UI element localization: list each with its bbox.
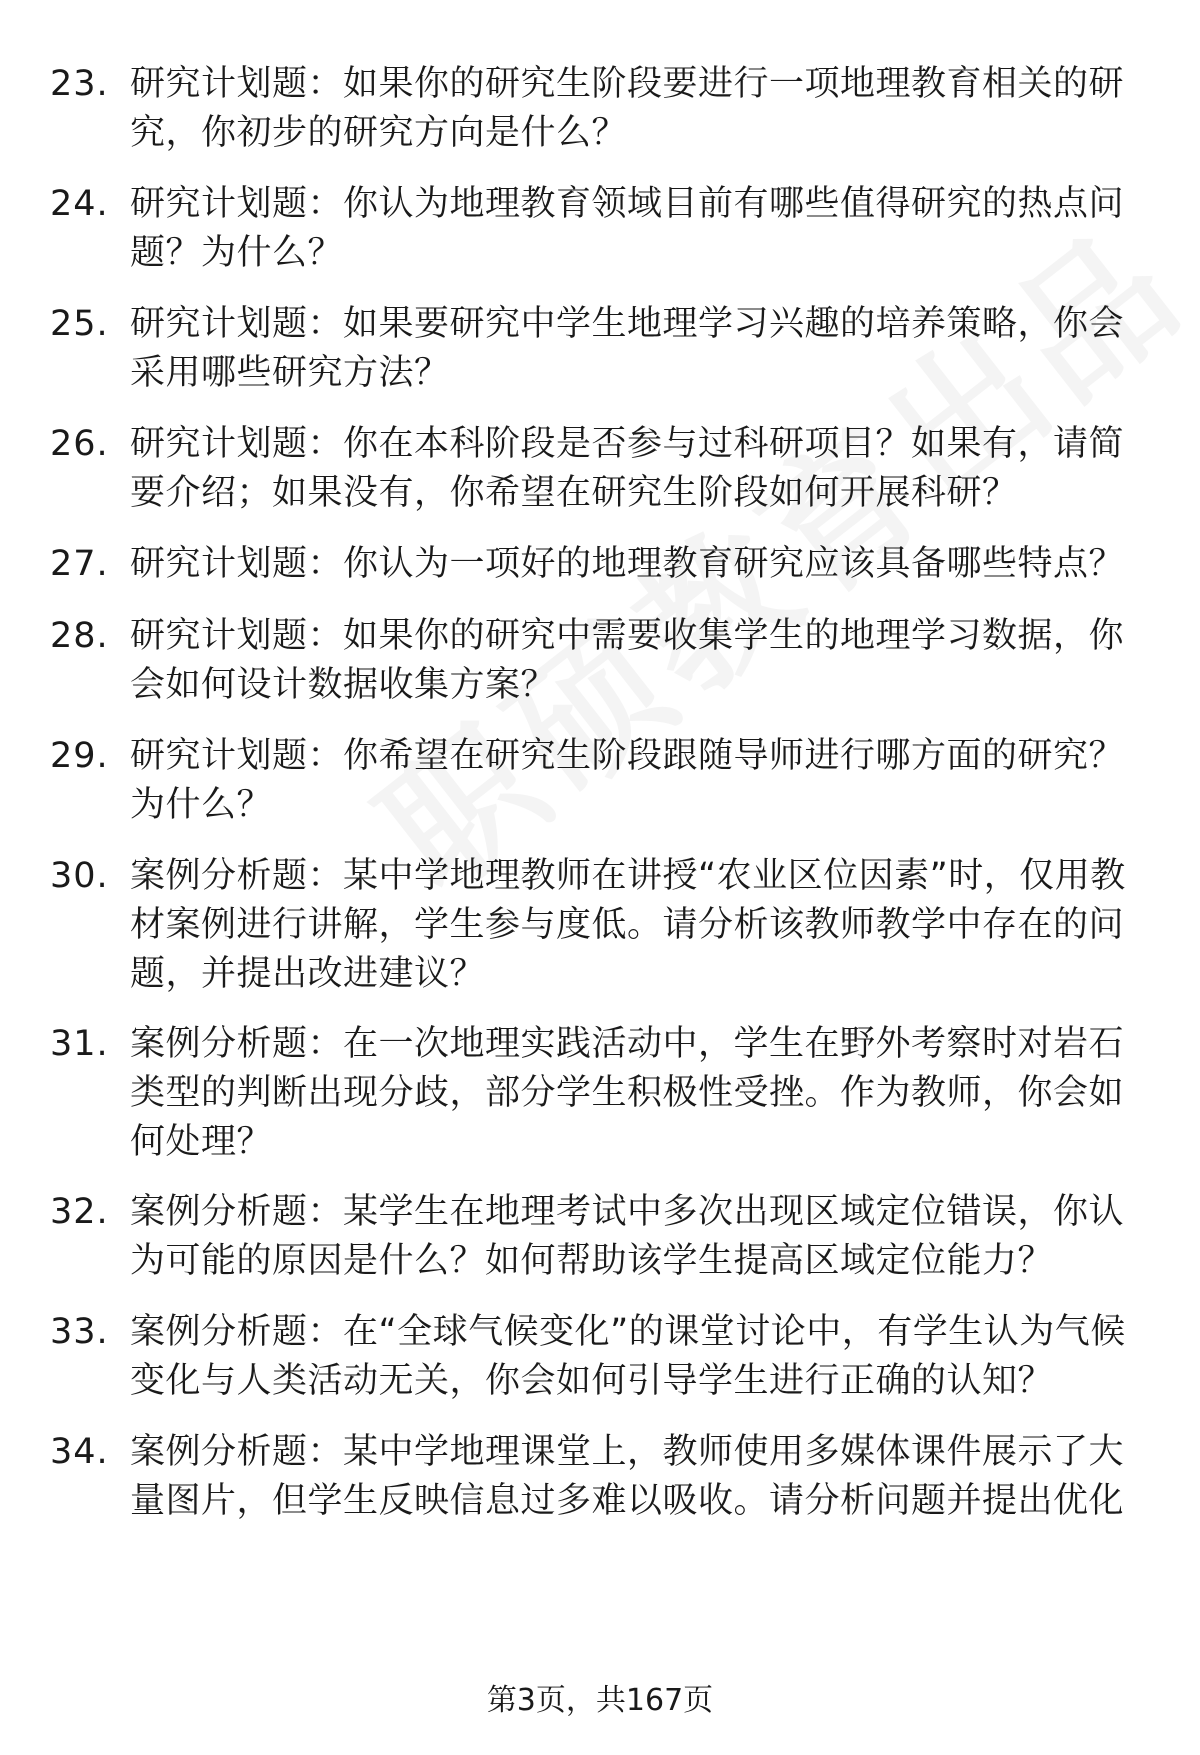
question-text: 案例分析题：在一次地理实践活动中，学生在野外考察时对岩石类型的判断出现分歧，部分学生积极性受挫。作为教师，你会如何处理？ xyxy=(130,1024,1125,1162)
question-number: 34. xyxy=(50,1432,109,1472)
page-footer: 第3页，共167页 xyxy=(486,1683,714,1718)
question-text: 研究计划题：如果你的研究生阶段要进行一项地理教育相关的研究，你初步的研究方向是什么？ xyxy=(130,64,1125,153)
question-number: 29. xyxy=(50,736,109,776)
question-number: 31. xyxy=(50,1024,109,1064)
question-text: 案例分析题：某中学地理教师在讲授“农业区位因素”时，仅用教材案例进行讲解，学生参与度低。请分析该教师教学中存在的问题，并提出改进建议？ xyxy=(130,856,1126,994)
question-text: 研究计划题：你认为地理教育领域目前有哪些值得研究的热点问题？为什么？ xyxy=(130,184,1125,273)
question-text: 案例分析题：某中学地理课堂上，教师使用多媒体课件展示了大量图片，但学生反映信息过多难以吸收。请分析问题并提出优化 xyxy=(130,1432,1125,1521)
question-number: 23. xyxy=(50,64,109,104)
question-text: 研究计划题：你希望在研究生阶段跟随导师进行哪方面的研究？为什么？ xyxy=(130,736,1125,825)
question-text: 研究计划题：如果要研究中学生地理学习兴趣的培养策略，你会采用哪些研究方法？ xyxy=(130,304,1125,393)
question-number: 27. xyxy=(50,544,109,584)
question-number: 24. xyxy=(50,184,109,224)
question-text: 案例分析题：在“全球气候变化”的课堂讨论中，有学生认为气候变化与人类活动无关，你会如何引导学生进行正确的认知？ xyxy=(130,1312,1126,1401)
question-number: 33. xyxy=(50,1312,109,1352)
question-number: 26. xyxy=(50,424,109,464)
question-number: 32. xyxy=(50,1192,109,1232)
question-text: 案例分析题：某学生在地理考试中多次出现区域定位错误，你认为可能的原因是什么？如何帮助该学生提高区域定位能力？ xyxy=(130,1192,1125,1281)
question-text: 研究计划题：你认为一项好的地理教育研究应该具备哪些特点？ xyxy=(130,544,1125,584)
question-number: 28. xyxy=(50,616,109,656)
question-number: 25. xyxy=(50,304,109,344)
question-text: 研究计划题：你在本科阶段是否参与过科研项目？如果有，请简要介绍；如果没有，你希望在研究生阶段如何开展科研？ xyxy=(130,424,1125,513)
question-number: 30. xyxy=(50,856,109,896)
question-text: 研究计划题：如果你的研究中需要收集学生的地理学习数据，你会如何设计数据收集方案？ xyxy=(130,616,1125,705)
